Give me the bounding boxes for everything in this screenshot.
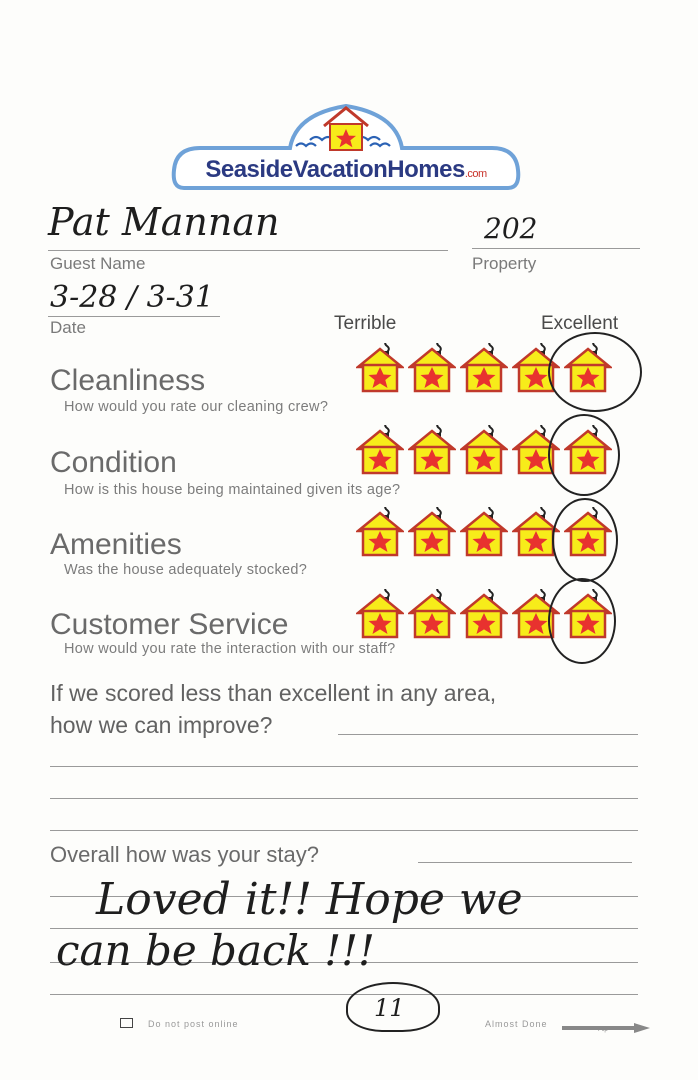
scale-low-label: Terrible (334, 313, 397, 334)
selection-circle (552, 498, 618, 582)
category-question: How would you rate the interaction with our staff? (64, 641, 396, 657)
category-question: Was the house adequately stocked? (64, 562, 308, 578)
category-title: Condition (50, 446, 177, 479)
property-label: Property (472, 254, 537, 273)
house-star-icon[interactable] (356, 343, 404, 400)
improve-question (50, 677, 496, 741)
category-condition (50, 446, 177, 480)
improve-line-2: how we can improve? (50, 712, 273, 738)
house-star-icon[interactable] (460, 507, 508, 564)
almost-done-label: Almost Done (485, 1019, 548, 1029)
house-star-icon[interactable] (408, 425, 456, 482)
category-question: How would you rate our cleaning crew? (64, 399, 329, 415)
guest-name-line (48, 250, 448, 251)
property-value: 202 (484, 212, 538, 245)
do-not-post-checkbox[interactable] (120, 1018, 133, 1028)
improve-line-1: If we scored less than excellent in any area, (50, 680, 497, 706)
category-amenities (50, 528, 182, 562)
selection-circle (548, 578, 616, 664)
category-customer-service (50, 608, 288, 642)
answer-line (418, 862, 632, 863)
house-star-icon[interactable] (356, 589, 404, 646)
brand-logo (170, 96, 522, 196)
house-star-icon[interactable] (408, 507, 456, 564)
guest-name-value: Pat Mannan (48, 200, 280, 244)
brand-name (170, 156, 522, 184)
house-star-icon[interactable] (356, 425, 404, 482)
answer-line (50, 798, 638, 799)
answer-line (338, 734, 638, 735)
category-cleanliness (50, 364, 205, 398)
category-title: Amenities (50, 528, 182, 561)
selection-circle (548, 414, 620, 496)
selection-circle (548, 332, 642, 412)
overall-answer-line-2: can be back !!! (56, 926, 375, 975)
overall-answer-line-1: Loved it!! Hope we (96, 874, 523, 925)
house-star-icon[interactable] (356, 507, 404, 564)
house-star-icon[interactable] (408, 589, 456, 646)
answer-line (50, 766, 638, 767)
date-line (48, 316, 220, 317)
answer-line (50, 994, 638, 995)
scale-high-label: Excellent (541, 313, 619, 334)
date-label: Date (50, 318, 86, 337)
guest-name-label: Guest Name (50, 254, 146, 273)
category-title: Cleanliness (50, 364, 206, 397)
brand-name-text: SeasideVacationHomes (205, 156, 465, 183)
category-title: Customer Service (50, 608, 289, 641)
do-not-post-label: Do not post online (148, 1019, 239, 1029)
overall-question: Overall how was your stay? (50, 842, 319, 867)
date-value: 3-28 / 3-31 (50, 280, 214, 315)
house-star-icon[interactable] (408, 343, 456, 400)
house-star-icon[interactable] (460, 425, 508, 482)
flip-label: Flip (598, 1027, 608, 1033)
house-star-icon[interactable] (460, 589, 508, 646)
signature: 11 (374, 994, 405, 1022)
answer-line (50, 830, 638, 831)
category-question: How is this house being maintained given its age? (64, 482, 401, 498)
house-star-icon[interactable] (460, 343, 508, 400)
brand-tld: .com (464, 168, 487, 180)
property-line (472, 248, 640, 249)
